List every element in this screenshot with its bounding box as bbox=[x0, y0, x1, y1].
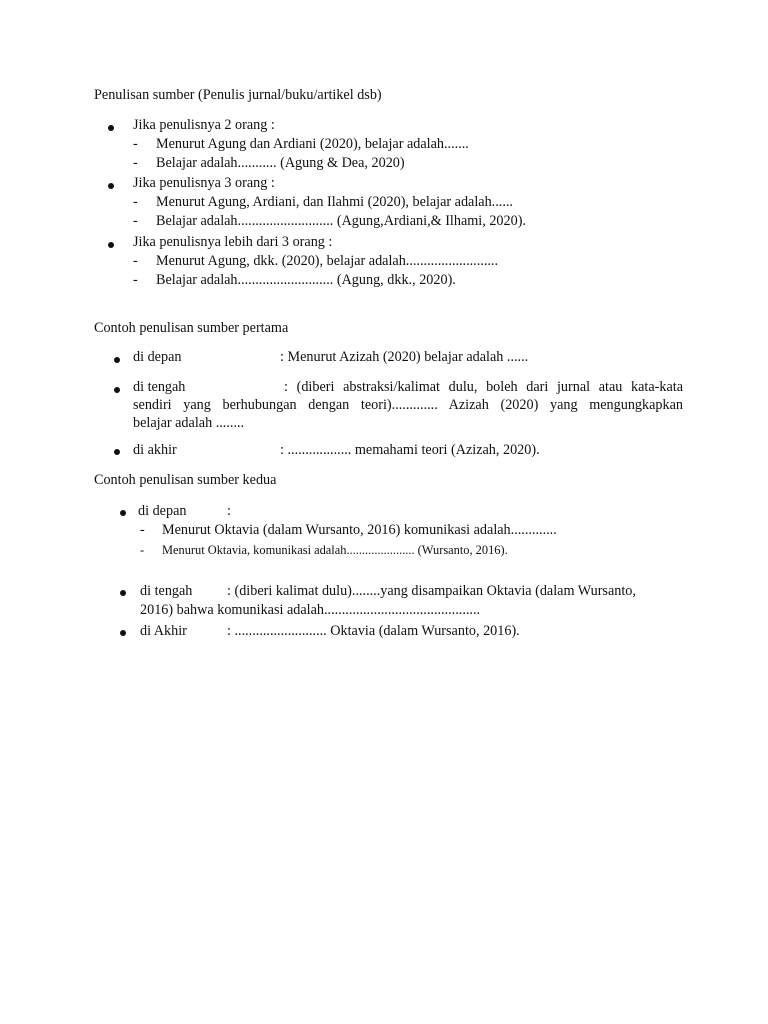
dash-icon: - bbox=[133, 155, 138, 171]
dash-icon: - bbox=[133, 253, 138, 269]
dash-icon: - bbox=[133, 136, 138, 152]
section2-item2-text-line1: : (diberi abstraksi/kalimat dulu, boleh dari jurnal atau kata-kata bbox=[284, 379, 683, 395]
section1-group1-label: Jika penulisnya 2 orang : bbox=[133, 117, 275, 133]
section3-item2-label: di tengah bbox=[140, 583, 193, 599]
bullet-icon bbox=[114, 449, 120, 455]
section1-group3-item2: Belajar adalah........................... (Agung, dkk., 2020). bbox=[156, 272, 456, 288]
dash-icon: - bbox=[133, 213, 138, 229]
section1-group3-label: Jika penulisnya lebih dari 3 orang : bbox=[133, 234, 333, 250]
section3-item1-label: di depan bbox=[138, 503, 187, 519]
section1-heading: Penulisan sumber (Penulis jurnal/buku/artikel dsb) bbox=[94, 87, 382, 103]
section3-item1-sub2: Menurut Oktavia, komunikasi adalah...................... (Wursanto, 2016). bbox=[162, 543, 508, 557]
section1-group2-label: Jika penulisnya 3 orang : bbox=[133, 175, 275, 191]
dash-icon: - bbox=[133, 194, 138, 210]
section1-group1-item2: Belajar adalah........... (Agung & Dea, 2020) bbox=[156, 155, 405, 171]
dash-icon: - bbox=[140, 543, 145, 557]
section3-item1-sub1: Menurut Oktavia (dalam Wursanto, 2016) komunikasi adalah............. bbox=[162, 522, 557, 538]
bullet-icon bbox=[120, 590, 126, 596]
bullet-icon bbox=[108, 183, 114, 189]
bullet-icon bbox=[114, 387, 120, 393]
bullet-icon bbox=[120, 630, 126, 636]
section2-item1-text: : Menurut Azizah (2020) belajar adalah ...... bbox=[280, 349, 529, 365]
section3-item3-text: : .......................... Oktavia (dalam Wursanto, 2016). bbox=[227, 623, 520, 639]
section1-group2-item2: Belajar adalah........................... (Agung,Ardiani,& Ilhami, 2020). bbox=[156, 213, 526, 229]
section3-item3-label: di Akhir bbox=[140, 623, 187, 639]
section1-group1-item1: Menurut Agung dan Ardiani (2020), belajar adalah....... bbox=[156, 136, 469, 152]
bullet-icon bbox=[108, 125, 114, 131]
section3-item1-text: : bbox=[227, 503, 231, 519]
section3-item2-text-line1: : (diberi kalimat dulu)........yang disampaikan Oktavia (dalam Wursanto, bbox=[227, 583, 636, 599]
bullet-icon bbox=[114, 357, 120, 363]
bullet-icon bbox=[108, 242, 114, 248]
section2-item2-text-line3: belajar adalah ........ bbox=[133, 415, 245, 431]
section2-item1-label: di depan bbox=[133, 349, 182, 365]
section2-item3-label: di akhir bbox=[133, 442, 177, 458]
section2-heading: Contoh penulisan sumber pertama bbox=[94, 320, 289, 336]
section3-heading: Contoh penulisan sumber kedua bbox=[94, 472, 277, 488]
section3-item2-text-line2: 2016) bahwa komunikasi adalah............................................ bbox=[140, 602, 481, 618]
bullet-icon bbox=[120, 510, 126, 516]
section1-group2-item1: Menurut Agung, Ardiani, dan Ilahmi (2020), belajar adalah...... bbox=[156, 194, 513, 210]
section2-item3-text: : .................. memahami teori (Azizah, 2020). bbox=[280, 442, 540, 458]
dash-icon: - bbox=[140, 522, 145, 538]
section1-group3-item1: Menurut Agung, dkk. (2020), belajar adalah.......................... bbox=[156, 253, 499, 269]
section2-item2-text-line2: sendiri yang berhubungan dengan teori)............. Azizah (2020) yang mengungkapkan bbox=[133, 397, 683, 413]
section2-item2-label: di tengah bbox=[133, 379, 186, 395]
dash-icon: - bbox=[133, 272, 138, 288]
